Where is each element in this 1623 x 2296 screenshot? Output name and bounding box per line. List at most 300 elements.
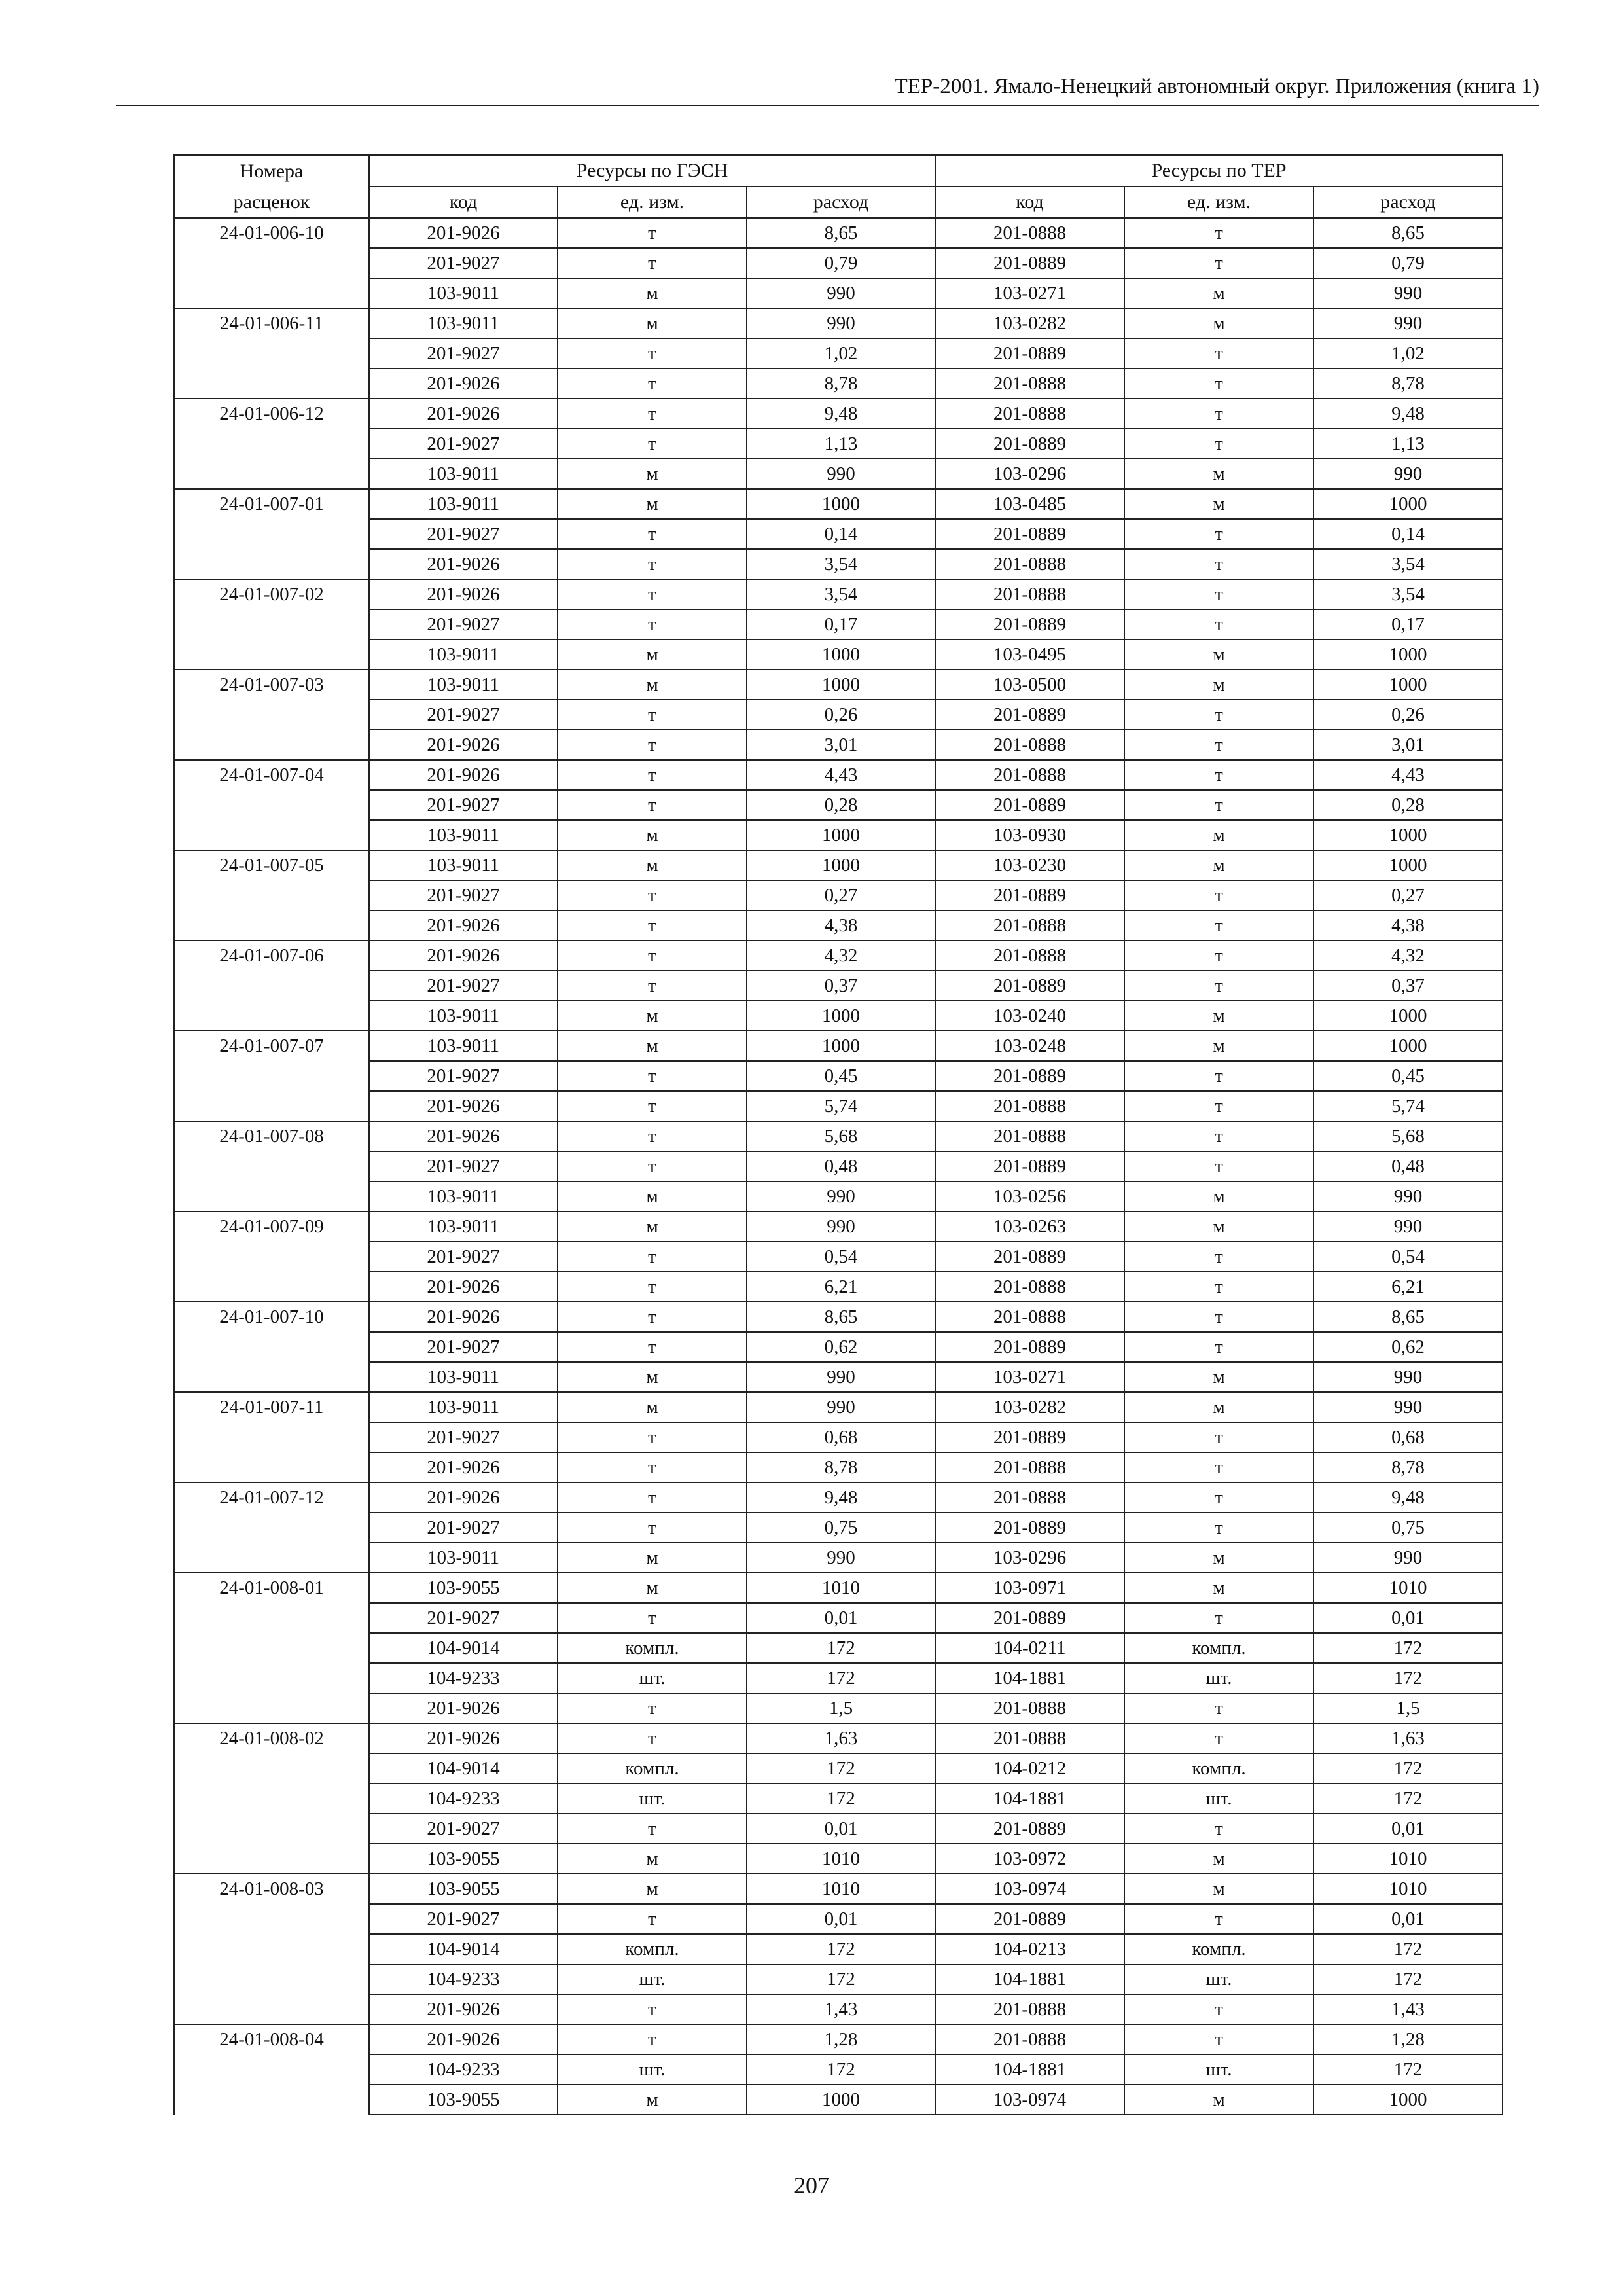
table-row <box>174 1964 1503 1994</box>
gesn-amount-cell: 1000 <box>747 1001 935 1031</box>
gesn-amount-cell: 1010 <box>747 1573 935 1603</box>
ter-unit-cell: т <box>1124 1904 1313 1934</box>
gesn-code-cell: 201-9026 <box>369 760 558 790</box>
gesn-unit-cell: м <box>558 1001 747 1031</box>
ter-code-cell: 201-0888 <box>935 368 1124 399</box>
gesn-code-cell: 201-9027 <box>369 1151 558 1181</box>
gesn-code-cell: 201-9027 <box>369 1422 558 1452</box>
ter-unit-cell: т <box>1124 1422 1313 1452</box>
rate-number <box>174 1633 369 1663</box>
rate-number <box>174 1543 369 1573</box>
gesn-amount-cell: 990 <box>747 1392 935 1422</box>
ter-unit-cell: т <box>1124 549 1313 579</box>
ter-code-cell: 201-0889 <box>935 1513 1124 1543</box>
gesn-unit-cell: т <box>558 1272 747 1302</box>
gesn-code-cell: 201-9026 <box>369 1121 558 1151</box>
gesn-code-cell: 201-9027 <box>369 790 558 820</box>
gesn-amount-cell: 172 <box>747 1663 935 1693</box>
rate-number <box>174 609 369 639</box>
gesn-unit-cell: т <box>558 760 747 790</box>
gesn-code-cell: 201-9027 <box>369 1242 558 1272</box>
gesn-unit-cell: т <box>558 1452 747 1482</box>
ter-unit-cell: т <box>1124 1723 1313 1753</box>
ter-unit-cell: м <box>1124 1211 1313 1242</box>
ter-code-cell: 103-0263 <box>935 1211 1124 1242</box>
ter-unit-cell: м <box>1124 459 1313 489</box>
ter-amount-cell: 1000 <box>1313 639 1503 670</box>
header-gesn-code: код <box>369 187 558 218</box>
ter-amount-cell: 1000 <box>1313 670 1503 700</box>
ter-amount-cell: 0,68 <box>1313 1422 1503 1452</box>
gesn-unit-cell: т <box>558 1904 747 1934</box>
gesn-amount-cell: 9,48 <box>747 399 935 429</box>
ter-code-cell: 104-1881 <box>935 2054 1124 2085</box>
rate-number <box>174 2054 369 2085</box>
gesn-code-cell: 201-9027 <box>369 1814 558 1844</box>
rate-number <box>174 1663 369 1693</box>
table-row <box>174 1211 1503 1242</box>
ter-amount-cell: 8,65 <box>1313 218 1503 248</box>
gesn-amount-cell: 0,27 <box>747 880 935 910</box>
table-header <box>174 155 1503 218</box>
ter-code-cell: 103-0974 <box>935 1874 1124 1904</box>
ter-amount-cell: 0,01 <box>1313 1814 1503 1844</box>
gesn-code-cell: 103-9055 <box>369 2085 558 2115</box>
gesn-unit-cell: т <box>558 579 747 609</box>
ter-code-cell: 104-0213 <box>935 1934 1124 1964</box>
gesn-code-cell: 201-9027 <box>369 1513 558 1543</box>
gesn-code-cell: 103-9055 <box>369 1573 558 1603</box>
gesn-amount-cell: 4,38 <box>747 910 935 941</box>
rate-number: 24-01-007-04 <box>174 760 369 790</box>
ter-code-cell: 201-0888 <box>935 218 1124 248</box>
table-row <box>174 549 1503 579</box>
ter-code-cell: 201-0889 <box>935 1422 1124 1452</box>
table-row <box>174 1272 1503 1302</box>
ter-amount-cell: 172 <box>1313 1633 1503 1663</box>
rate-number <box>174 730 369 760</box>
gesn-amount-cell: 1000 <box>747 489 935 519</box>
header-ter-amount: расход <box>1313 187 1503 218</box>
gesn-unit-cell: м <box>558 308 747 338</box>
ter-code-cell: 201-0888 <box>935 1723 1124 1753</box>
rate-number <box>174 790 369 820</box>
gesn-amount-cell: 0,75 <box>747 1513 935 1543</box>
table-row <box>174 1543 1503 1573</box>
rate-number: 24-01-008-03 <box>174 1874 369 1904</box>
gesn-amount-cell: 0,14 <box>747 519 935 549</box>
ter-amount-cell: 4,38 <box>1313 910 1503 941</box>
gesn-unit-cell: т <box>558 790 747 820</box>
gesn-unit-cell: т <box>558 368 747 399</box>
ter-amount-cell: 1010 <box>1313 1573 1503 1603</box>
gesn-amount-cell: 5,74 <box>747 1091 935 1121</box>
table-row <box>174 1874 1503 1904</box>
rate-number <box>174 820 369 850</box>
ter-unit-cell: шт. <box>1124 2054 1313 2085</box>
ter-amount-cell: 0,54 <box>1313 1242 1503 1272</box>
gesn-unit-cell: шт. <box>558 1784 747 1814</box>
table-row <box>174 1302 1503 1332</box>
ter-code-cell: 201-0888 <box>935 2024 1124 2054</box>
header-ter-code: код <box>935 187 1124 218</box>
gesn-code-cell: 103-9011 <box>369 1392 558 1422</box>
ter-unit-cell: т <box>1124 941 1313 971</box>
gesn-code-cell: 104-9014 <box>369 1753 558 1784</box>
ter-code-cell: 201-0888 <box>935 1272 1124 1302</box>
ter-amount-cell: 0,75 <box>1313 1513 1503 1543</box>
gesn-code-cell: 103-9011 <box>369 308 558 338</box>
gesn-code-cell: 103-9011 <box>369 1001 558 1031</box>
ter-amount-cell: 1,13 <box>1313 429 1503 459</box>
gesn-code-cell: 104-9233 <box>369 2054 558 2085</box>
rate-number <box>174 1934 369 1964</box>
gesn-code-cell: 104-9233 <box>369 1784 558 1814</box>
ter-code-cell: 103-0296 <box>935 459 1124 489</box>
gesn-code-cell: 201-9026 <box>369 1452 558 1482</box>
gesn-amount-cell: 1010 <box>747 1844 935 1874</box>
rate-number <box>174 549 369 579</box>
running-header: ТЕР-2001. Ямало-Ненецкий автономный округ. Приложения (книга 1) <box>894 75 1539 98</box>
ter-code-cell: 103-0248 <box>935 1031 1124 1061</box>
rate-number <box>174 971 369 1001</box>
gesn-unit-cell: м <box>558 1211 747 1242</box>
ter-unit-cell: т <box>1124 910 1313 941</box>
rate-number: 24-01-007-08 <box>174 1121 369 1151</box>
gesn-amount-cell: 1,43 <box>747 1994 935 2024</box>
gesn-unit-cell: м <box>558 459 747 489</box>
ter-amount-cell: 1,5 <box>1313 1693 1503 1723</box>
gesn-amount-cell: 0,45 <box>747 1061 935 1091</box>
gesn-amount-cell: 1000 <box>747 850 935 880</box>
gesn-code-cell: 104-9014 <box>369 1633 558 1663</box>
ter-amount-cell: 990 <box>1313 459 1503 489</box>
gesn-amount-cell: 0,28 <box>747 790 935 820</box>
ter-code-cell: 103-0230 <box>935 850 1124 880</box>
table-row <box>174 1844 1503 1874</box>
gesn-amount-cell: 990 <box>747 1211 935 1242</box>
ter-unit-cell: т <box>1124 1693 1313 1723</box>
gesn-code-cell: 104-9233 <box>369 1663 558 1693</box>
gesn-amount-cell: 0,68 <box>747 1422 935 1452</box>
ter-amount-cell: 1000 <box>1313 850 1503 880</box>
gesn-unit-cell: т <box>558 1151 747 1181</box>
ter-unit-cell: т <box>1124 1302 1313 1332</box>
ter-unit-cell: т <box>1124 700 1313 730</box>
table-row <box>174 2054 1503 2085</box>
gesn-code-cell: 103-9011 <box>369 278 558 308</box>
rate-number <box>174 1452 369 1482</box>
ter-code-cell: 104-1881 <box>935 1964 1124 1994</box>
gesn-code-cell: 201-9026 <box>369 1693 558 1723</box>
gesn-code-cell: 201-9026 <box>369 579 558 609</box>
gesn-unit-cell: т <box>558 730 747 760</box>
rate-number <box>174 1242 369 1272</box>
gesn-unit-cell: т <box>558 1994 747 2024</box>
gesn-unit-cell: т <box>558 1242 747 1272</box>
ter-unit-cell: шт. <box>1124 1964 1313 1994</box>
rate-number <box>174 639 369 670</box>
ter-amount-cell: 8,78 <box>1313 1452 1503 1482</box>
rate-number: 24-01-006-12 <box>174 399 369 429</box>
gesn-unit-cell: компл. <box>558 1633 747 1663</box>
ter-amount-cell: 4,43 <box>1313 760 1503 790</box>
gesn-amount-cell: 1000 <box>747 1031 935 1061</box>
table-row <box>174 519 1503 549</box>
table-row <box>174 1633 1503 1663</box>
header-group-gesn: Ресурсы по ГЭСН <box>369 155 935 187</box>
gesn-amount-cell: 4,43 <box>747 760 935 790</box>
ter-unit-cell: т <box>1124 1151 1313 1181</box>
gesn-amount-cell: 990 <box>747 278 935 308</box>
table-row <box>174 399 1503 429</box>
rate-number <box>174 1753 369 1784</box>
ter-code-cell: 201-0889 <box>935 1061 1124 1091</box>
header-ter-unit: ед. изм. <box>1124 187 1313 218</box>
gesn-code-cell: 104-9014 <box>369 1934 558 1964</box>
gesn-unit-cell: м <box>558 1392 747 1422</box>
table-row <box>174 1181 1503 1211</box>
ter-amount-cell: 1000 <box>1313 1031 1503 1061</box>
gesn-unit-cell: т <box>558 1693 747 1723</box>
ter-unit-cell: компл. <box>1124 1633 1313 1663</box>
rate-number <box>174 1784 369 1814</box>
rate-number: 24-01-006-10 <box>174 218 369 248</box>
ter-unit-cell: т <box>1124 1272 1313 1302</box>
ter-code-cell: 103-0271 <box>935 1362 1124 1392</box>
ter-amount-cell: 990 <box>1313 1362 1503 1392</box>
rate-number <box>174 1994 369 2024</box>
gesn-unit-cell: т <box>558 399 747 429</box>
gesn-amount-cell: 172 <box>747 1753 935 1784</box>
rate-number: 24-01-007-06 <box>174 941 369 971</box>
gesn-code-cell: 201-9027 <box>369 1904 558 1934</box>
ter-unit-cell: м <box>1124 1573 1313 1603</box>
ter-amount-cell: 0,48 <box>1313 1151 1503 1181</box>
ter-unit-cell: м <box>1124 1362 1313 1392</box>
gesn-unit-cell: т <box>558 1814 747 1844</box>
table-row <box>174 338 1503 368</box>
rate-number <box>174 1422 369 1452</box>
table-row <box>174 1452 1503 1482</box>
gesn-amount-cell: 3,01 <box>747 730 935 760</box>
gesn-unit-cell: т <box>558 218 747 248</box>
rate-number: 24-01-007-03 <box>174 670 369 700</box>
gesn-code-cell: 103-9011 <box>369 1181 558 1211</box>
ter-unit-cell: т <box>1124 399 1313 429</box>
table-row <box>174 1482 1503 1513</box>
ter-unit-cell: м <box>1124 2085 1313 2115</box>
gesn-code-cell: 201-9027 <box>369 1332 558 1362</box>
gesn-amount-cell: 0,26 <box>747 700 935 730</box>
ter-amount-cell: 1,28 <box>1313 2024 1503 2054</box>
ter-unit-cell: м <box>1124 489 1313 519</box>
gesn-amount-cell: 172 <box>747 1784 935 1814</box>
gesn-unit-cell: т <box>558 941 747 971</box>
gesn-amount-cell: 8,78 <box>747 1452 935 1482</box>
table-row <box>174 2085 1503 2115</box>
rate-number: 24-01-008-04 <box>174 2024 369 2054</box>
gesn-amount-cell: 8,65 <box>747 218 935 248</box>
gesn-amount-cell: 172 <box>747 1964 935 1994</box>
ter-code-cell: 103-0256 <box>935 1181 1124 1211</box>
gesn-unit-cell: м <box>558 850 747 880</box>
ter-code-cell: 103-0296 <box>935 1543 1124 1573</box>
gesn-unit-cell: т <box>558 1422 747 1452</box>
ter-unit-cell: т <box>1124 579 1313 609</box>
page-number: 207 <box>794 2172 829 2198</box>
ter-unit-cell: т <box>1124 338 1313 368</box>
ter-code-cell: 103-0495 <box>935 639 1124 670</box>
gesn-amount-cell: 9,48 <box>747 1482 935 1513</box>
gesn-unit-cell: т <box>558 549 747 579</box>
gesn-amount-cell: 990 <box>747 308 935 338</box>
gesn-code-cell: 201-9026 <box>369 1302 558 1332</box>
ter-amount-cell: 1010 <box>1313 1844 1503 1874</box>
table-row <box>174 368 1503 399</box>
gesn-amount-cell: 5,68 <box>747 1121 935 1151</box>
gesn-code-cell: 103-9055 <box>369 1874 558 1904</box>
table-row <box>174 880 1503 910</box>
rate-number <box>174 700 369 730</box>
ter-amount-cell: 3,54 <box>1313 549 1503 579</box>
gesn-amount-cell: 8,65 <box>747 1302 935 1332</box>
gesn-amount-cell: 1000 <box>747 639 935 670</box>
table-row <box>174 1061 1503 1091</box>
gesn-unit-cell: т <box>558 1302 747 1332</box>
gesn-code-cell: 201-9026 <box>369 218 558 248</box>
header-gesn-unit: ед. изм. <box>558 187 747 218</box>
rate-number: 24-01-007-02 <box>174 579 369 609</box>
ter-unit-cell: м <box>1124 670 1313 700</box>
table-row <box>174 1904 1503 1934</box>
header-row-columns <box>174 187 1503 218</box>
gesn-code-cell: 201-9027 <box>369 1603 558 1633</box>
gesn-unit-cell: м <box>558 639 747 670</box>
ter-unit-cell: т <box>1124 790 1313 820</box>
table-row <box>174 910 1503 941</box>
ter-unit-cell: т <box>1124 1061 1313 1091</box>
gesn-amount-cell: 0,01 <box>747 1603 935 1633</box>
ter-amount-cell: 990 <box>1313 1543 1503 1573</box>
table-row <box>174 1001 1503 1031</box>
rate-number <box>174 368 369 399</box>
gesn-code-cell: 201-9026 <box>369 941 558 971</box>
gesn-amount-cell: 1,28 <box>747 2024 935 2054</box>
rate-number <box>174 1181 369 1211</box>
gesn-code-cell: 201-9027 <box>369 700 558 730</box>
gesn-amount-cell: 4,32 <box>747 941 935 971</box>
ter-amount-cell: 0,37 <box>1313 971 1503 1001</box>
gesn-unit-cell: шт. <box>558 2054 747 2085</box>
ter-amount-cell: 0,17 <box>1313 609 1503 639</box>
ter-code-cell: 103-0972 <box>935 1844 1124 1874</box>
ter-code-cell: 104-0211 <box>935 1633 1124 1663</box>
ter-unit-cell: м <box>1124 1181 1313 1211</box>
gesn-amount-cell: 0,37 <box>747 971 935 1001</box>
ter-amount-cell: 1000 <box>1313 820 1503 850</box>
gesn-amount-cell: 172 <box>747 1934 935 1964</box>
table-row <box>174 790 1503 820</box>
rate-number <box>174 459 369 489</box>
gesn-code-cell: 201-9026 <box>369 730 558 760</box>
ter-amount-cell: 1,63 <box>1313 1723 1503 1753</box>
ter-unit-cell: т <box>1124 1482 1313 1513</box>
ter-amount-cell: 5,74 <box>1313 1091 1503 1121</box>
table-row <box>174 760 1503 790</box>
ter-code-cell: 201-0889 <box>935 519 1124 549</box>
ter-amount-cell: 1,02 <box>1313 338 1503 368</box>
gesn-code-cell: 103-9011 <box>369 820 558 850</box>
gesn-unit-cell: т <box>558 2024 747 2054</box>
ter-code-cell: 201-0889 <box>935 880 1124 910</box>
ter-code-cell: 103-0240 <box>935 1001 1124 1031</box>
table-row <box>174 850 1503 880</box>
rate-number <box>174 1061 369 1091</box>
table-row <box>174 1603 1503 1633</box>
ter-unit-cell: т <box>1124 609 1313 639</box>
gesn-amount-cell: 990 <box>747 1362 935 1392</box>
ter-amount-cell: 8,65 <box>1313 1302 1503 1332</box>
gesn-code-cell: 103-9011 <box>369 850 558 880</box>
table-row <box>174 1121 1503 1151</box>
gesn-unit-cell: т <box>558 1482 747 1513</box>
gesn-unit-cell: т <box>558 1603 747 1633</box>
ter-unit-cell: т <box>1124 2024 1313 2054</box>
ter-unit-cell: т <box>1124 1994 1313 2024</box>
table-body <box>174 218 1503 2115</box>
ter-code-cell: 201-0888 <box>935 730 1124 760</box>
ter-amount-cell: 0,45 <box>1313 1061 1503 1091</box>
table-row <box>174 1994 1503 2024</box>
ter-amount-cell: 172 <box>1313 1934 1503 1964</box>
gesn-code-cell: 201-9027 <box>369 248 558 278</box>
table-row <box>174 248 1503 278</box>
gesn-code-cell: 201-9026 <box>369 2024 558 2054</box>
table-row <box>174 609 1503 639</box>
ter-code-cell: 104-1881 <box>935 1784 1124 1814</box>
gesn-amount-cell: 0,48 <box>747 1151 935 1181</box>
gesn-unit-cell: т <box>558 880 747 910</box>
header-number-bottom: расценок <box>174 187 369 218</box>
gesn-unit-cell: т <box>558 1121 747 1151</box>
ter-amount-cell: 1000 <box>1313 2085 1503 2115</box>
ter-code-cell: 103-0271 <box>935 278 1124 308</box>
rate-number: 24-01-007-01 <box>174 489 369 519</box>
table-row <box>174 2024 1503 2054</box>
gesn-unit-cell: м <box>558 1031 747 1061</box>
gesn-unit-cell: компл. <box>558 1753 747 1784</box>
ter-code-cell: 201-0888 <box>935 1091 1124 1121</box>
ter-unit-cell: т <box>1124 1513 1313 1543</box>
table-row <box>174 1151 1503 1181</box>
ter-amount-cell: 172 <box>1313 1964 1503 1994</box>
table-row <box>174 1332 1503 1362</box>
rate-number: 24-01-007-10 <box>174 1302 369 1332</box>
ter-unit-cell: м <box>1124 1031 1313 1061</box>
gesn-unit-cell: м <box>558 1573 747 1603</box>
table-row <box>174 1422 1503 1452</box>
gesn-unit-cell: м <box>558 1362 747 1392</box>
ter-amount-cell: 4,32 <box>1313 941 1503 971</box>
gesn-amount-cell: 3,54 <box>747 579 935 609</box>
ter-code-cell: 201-0889 <box>935 1814 1124 1844</box>
gesn-code-cell: 201-9027 <box>369 880 558 910</box>
table-row <box>174 1693 1503 1723</box>
gesn-unit-cell: т <box>558 1513 747 1543</box>
ter-amount-cell: 1,43 <box>1313 1994 1503 2024</box>
gesn-code-cell: 201-9027 <box>369 429 558 459</box>
